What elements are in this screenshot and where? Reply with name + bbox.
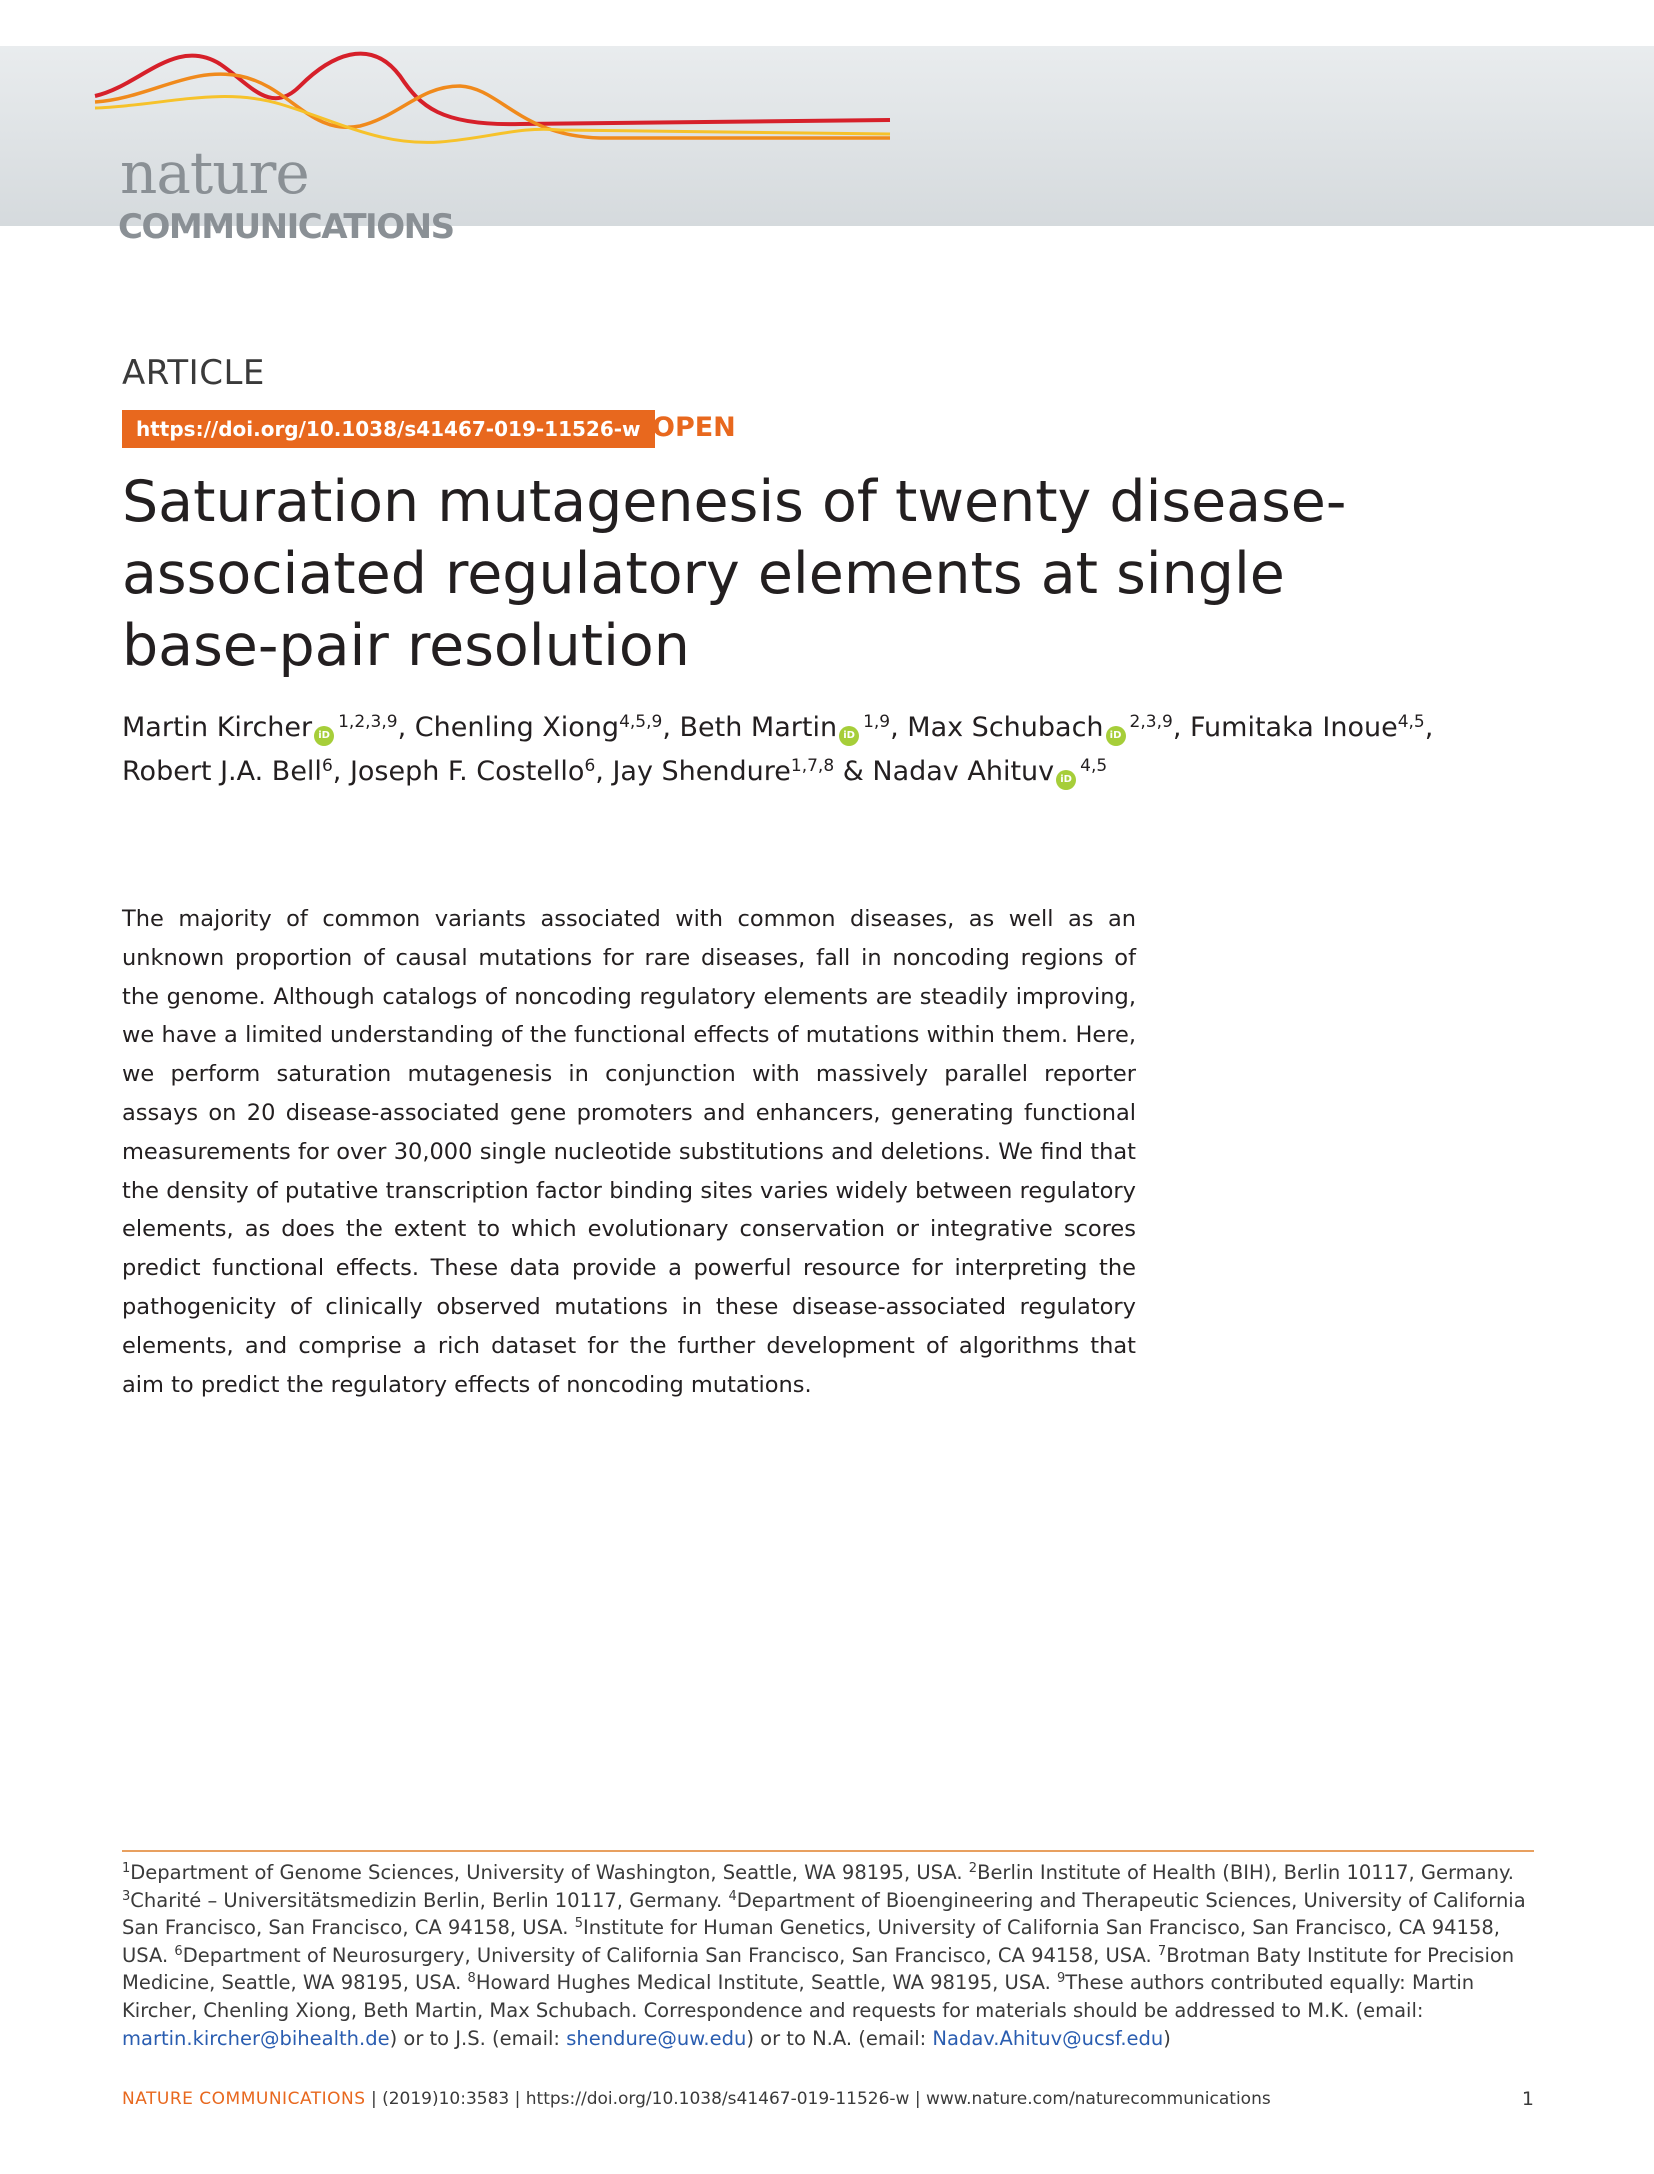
author-name: Fumitaka Inoue (1189, 712, 1398, 743)
author-affiliation-marker: 4,5 (1397, 712, 1425, 732)
footer-citation: | (2019)10:3583 | https://doi.org/10.1038/s41467-019-11526-w | www.nature.com/naturecommunications (365, 2089, 1271, 2109)
author-affiliation-marker: 1,7,8 (790, 756, 835, 776)
author-separator: , (890, 712, 908, 743)
affiliation-number: 5 (574, 1916, 583, 1932)
email-link-kircher[interactable]: martin.kircher@bihealth.de (122, 2026, 390, 2050)
author-affiliation-marker: 6 (321, 756, 333, 776)
affiliation-text: Department of Bioengineering and Therapeutic Sciences, University of California San Francisco, San Francisco, CA 94158, USA. (122, 1888, 1526, 1940)
author-list (122, 706, 1462, 794)
affiliation-text: Berlin Institute of Health (BIH), Berlin 10117, Germany. (977, 1861, 1514, 1884)
affiliation-text: These authors contributed equally: Martin Kircher, Chenling Xiong, Beth Martin, Max Schubach. (122, 1971, 1475, 2022)
author-separator: , (397, 712, 415, 743)
affiliation-number: 2 (968, 1861, 978, 1876)
affiliation-text: Institute for Human Genetics, University of California San Francisco, San Francisco, CA 94158, USA. (122, 1916, 1500, 1967)
author-name: Jay Shendure (612, 756, 791, 787)
affiliation-number: 9 (1056, 1971, 1066, 1987)
open-access-badge: OPEN (652, 412, 736, 443)
author-name: Beth Martin (679, 712, 838, 743)
author-affiliation-marker: 1,2,3,9 (338, 712, 398, 732)
affiliation-text: Brotman Baty Institute for Precision Medicine, Seattle, WA 98195, USA. (122, 1943, 1515, 1995)
logo-nature-text: nature (120, 139, 309, 207)
affiliation-number: 8 (467, 1971, 476, 1987)
orcid-icon[interactable]: iD (314, 726, 334, 746)
author-name: Martin Kircher (122, 712, 313, 743)
affiliation-number: 7 (1157, 1943, 1167, 1959)
correspondence-end: ) (1163, 2026, 1171, 2050)
author-separator: , (1424, 712, 1434, 743)
author-affiliation-marker: 4,5 (1080, 756, 1108, 776)
author-separator: , (1172, 712, 1190, 743)
affiliation-text: Department of Neurosurgery, University of California San Francisco, San Francisco, CA 94158, USA. (182, 1943, 1158, 1967)
affiliation-text: Charité – Universitätsmedizin Berlin, Berlin 10117, Germany. (130, 1888, 729, 1912)
page-footer (122, 2085, 1534, 2113)
author-separator: & (834, 756, 873, 787)
affiliation-number: 6 (174, 1943, 183, 1959)
affiliations-footnote (122, 1859, 1536, 2052)
footer-journal-name: NATURE COMMUNICATIONS (122, 2089, 366, 2109)
affiliation-text: Howard Hughes Medical Institute, Seattle, WA 98195, USA. (475, 1971, 1057, 1995)
correspondence-mid-2: ) or to N.A. (email: (746, 2026, 933, 2050)
footnote-divider (122, 1850, 1534, 1852)
author-name: Max Schubach (907, 712, 1104, 743)
email-link-ahituv[interactable]: Nadav.Ahituv@ucsf.edu (932, 2026, 1164, 2050)
author-affiliation-marker: 2,3,9 (1129, 712, 1173, 732)
orcid-icon[interactable]: iD (1106, 726, 1126, 746)
author-separator: , (662, 712, 680, 743)
affiliation-number: 4 (728, 1888, 737, 1904)
author-separator: , (595, 756, 613, 787)
article-title: Saturation mutagenesis of twenty disease-associated regulatory elements at single base-pair resolution (122, 469, 1347, 679)
author-separator: , (332, 756, 350, 787)
correspondence-mid-1: ) or to J.S. (email: (389, 2026, 567, 2050)
doi-link[interactable]: https://doi.org/10.1038/s41467-019-11526-w (122, 410, 655, 448)
author-affiliation-marker: 1,9 (863, 712, 891, 732)
article-type: ARTICLE (122, 353, 265, 393)
page-number: 1 (1521, 2088, 1534, 2110)
logo-communications-text: COMMUNICATIONS (118, 207, 454, 247)
affiliation-list (122, 1861, 1526, 2022)
author-affiliation-marker: 6 (584, 756, 596, 776)
author-affiliation-marker: 4,5,9 (619, 712, 663, 732)
author-name: Nadav Ahituv (872, 756, 1055, 787)
correspondence-intro: Correspondence and requests for materials should be addressed to M.K. (email: (643, 1998, 1424, 2022)
orcid-icon[interactable]: iD (1056, 770, 1076, 790)
email-link-shendure[interactable]: shendure@uw.edu (566, 2026, 747, 2050)
author-name: Chenling Xiong (414, 712, 620, 743)
affiliation-number: 1 (122, 1861, 131, 1876)
affiliation-text: Department of Genome Sciences, University of Washington, Seattle, WA 98195, USA. (130, 1861, 969, 1884)
journal-banner (0, 46, 1654, 247)
author-name: Robert J.A. Bell (122, 756, 322, 787)
orcid-icon[interactable]: iD (839, 726, 859, 746)
abstract: The majority of common variants associated with common diseases, as well as an unknown proportion of causal mutations for rare diseases, fall in noncoding regions of the genome. Although catalogs of noncoding regulatory elements are steadily improving, we have a limited understanding of the functional effects of mutations within them. Here, we perform saturation mutagenesis in conjunction with massively parallel reporter assays on 20 disease-associated gene promoters and enhancers, generating functional measurements for over 30,000 single nucleotide substitutions and deletions. We find that the density of putative transcription factor binding sites varies widely between regulatory elements, as does the extent to which evolutionary conservation or integrative scores predict functional effects. These data provide a powerful resource for interpreting the pathogenicity of clinically observed mutations in these disease-associated regulatory elements, and comprise a rich dataset for the further development of algorithms that aim to predict the regulatory effects of noncoding mutations. (122, 906, 1136, 1398)
affiliation-number: 3 (122, 1888, 131, 1904)
author-name: Joseph F. Costello (349, 756, 585, 787)
